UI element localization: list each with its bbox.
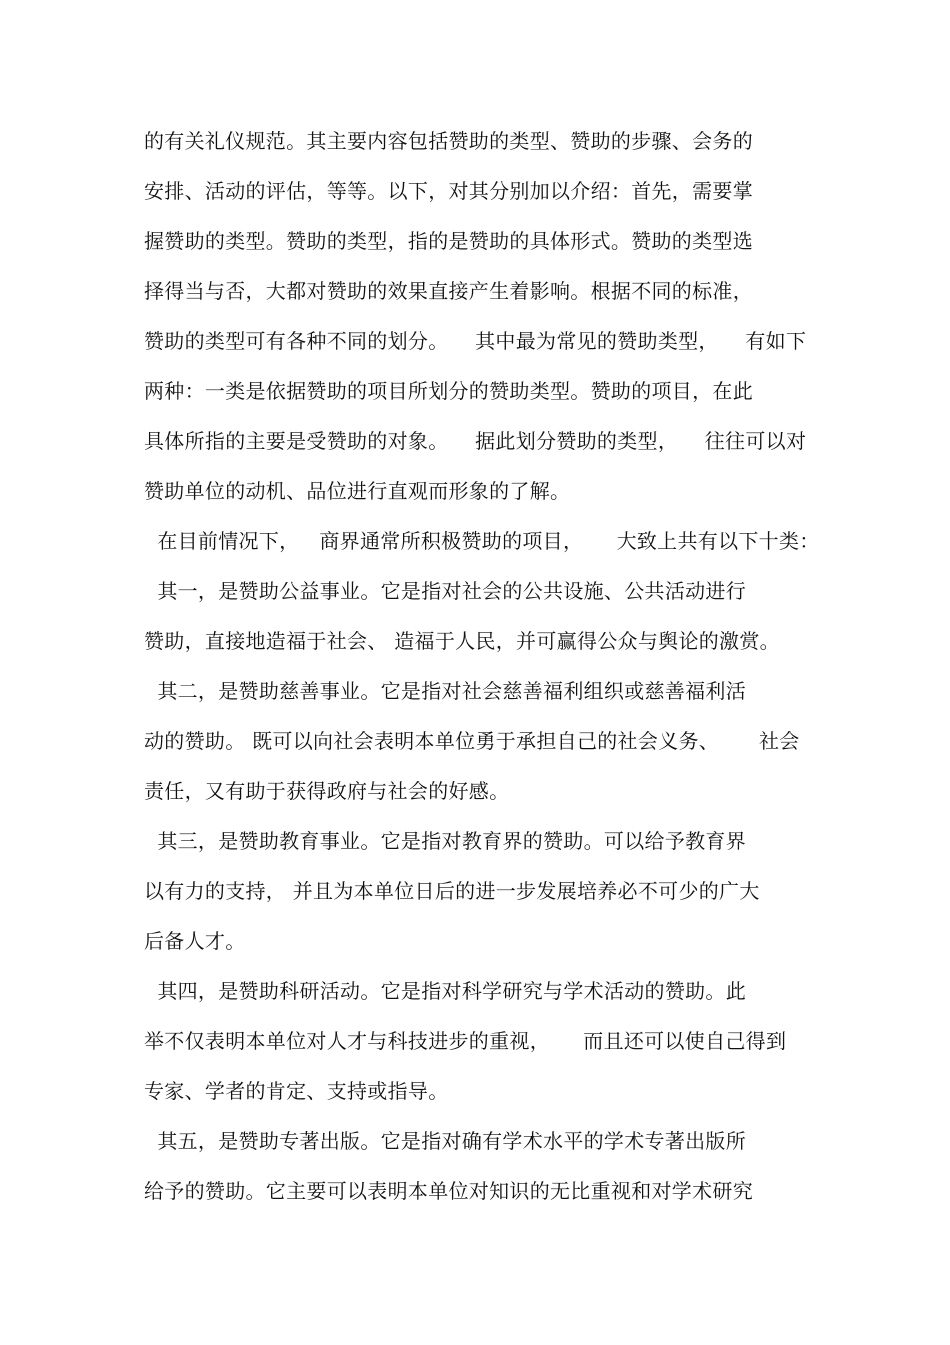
text-line: 专家、学者的肯定、支持或指导。 bbox=[144, 1079, 449, 1103]
text-line: 举不仅表明本单位对人才与科技进步的重视， 而且还可以使自己得到 bbox=[144, 1029, 787, 1053]
text-line: 两种：一类是依据赞助的项目所划分的赞助类型。赞助的项目，在此 bbox=[144, 379, 753, 403]
text-line: 给予的赞助。它主要可以表明本单位对知识的无比重视和对学术研究 bbox=[144, 1179, 753, 1203]
text-line: 其五，是赞助专著出版。它是指对确有学术水平的学术专著出版所 bbox=[144, 1129, 747, 1153]
text-line: 责任，又有助于获得政府与社会的好感。 bbox=[144, 779, 510, 803]
text-line: 赞助的类型可有各种不同的划分。 其中最为常见的赞助类型， 有如下 bbox=[144, 329, 807, 353]
text-line: 其二，是赞助慈善事业。它是指对社会慈善福利组织或慈善福利活 bbox=[144, 679, 747, 703]
text-line: 以有力的支持， 并且为本单位日后的进一步发展培养必不可少的广大 bbox=[144, 879, 760, 903]
text-line: 握赞助的类型。赞助的类型，指的是赞助的具体形式。赞助的类型选 bbox=[144, 229, 753, 253]
text-line: 具体所指的主要是受赞助的对象。 据此划分赞助的类型， 往往可以对 bbox=[144, 429, 807, 453]
text-line: 的有关礼仪规范。其主要内容包括赞助的类型、赞助的步骤、会务的 bbox=[144, 129, 753, 153]
text-line: 其四，是赞助科研活动。它是指对科学研究与学术活动的赞助。此 bbox=[144, 979, 747, 1003]
text-line: 安排、活动的评估，等等。以下，对其分别加以介绍：首先，需要掌 bbox=[144, 179, 753, 203]
text-line: 后备人才。 bbox=[144, 929, 246, 953]
text-line: 其三，是赞助教育事业。它是指对教育界的赞助。可以给予教育界 bbox=[144, 829, 747, 853]
text-line: 在目前情况下， 商界通常所积极赞助的项目， 大致上共有以下十类： bbox=[144, 529, 820, 553]
text-line: 赞助，直接地造福于社会、 造福于人民，并可赢得公众与舆论的激赏。 bbox=[144, 629, 780, 653]
text-line: 择得当与否，大都对赞助的效果直接产生着影响。根据不同的标准， bbox=[144, 279, 753, 303]
text-line: 动的赞助。 既可以向社会表明本单位勇于承担自己的社会义务、 社会 bbox=[144, 729, 800, 753]
text-line: 其一，是赞助公益事业。它是指对社会的公共设施、公共活动进行 bbox=[144, 579, 747, 603]
text-line: 赞助单位的动机、品位进行直观而形象的了解。 bbox=[144, 479, 571, 503]
